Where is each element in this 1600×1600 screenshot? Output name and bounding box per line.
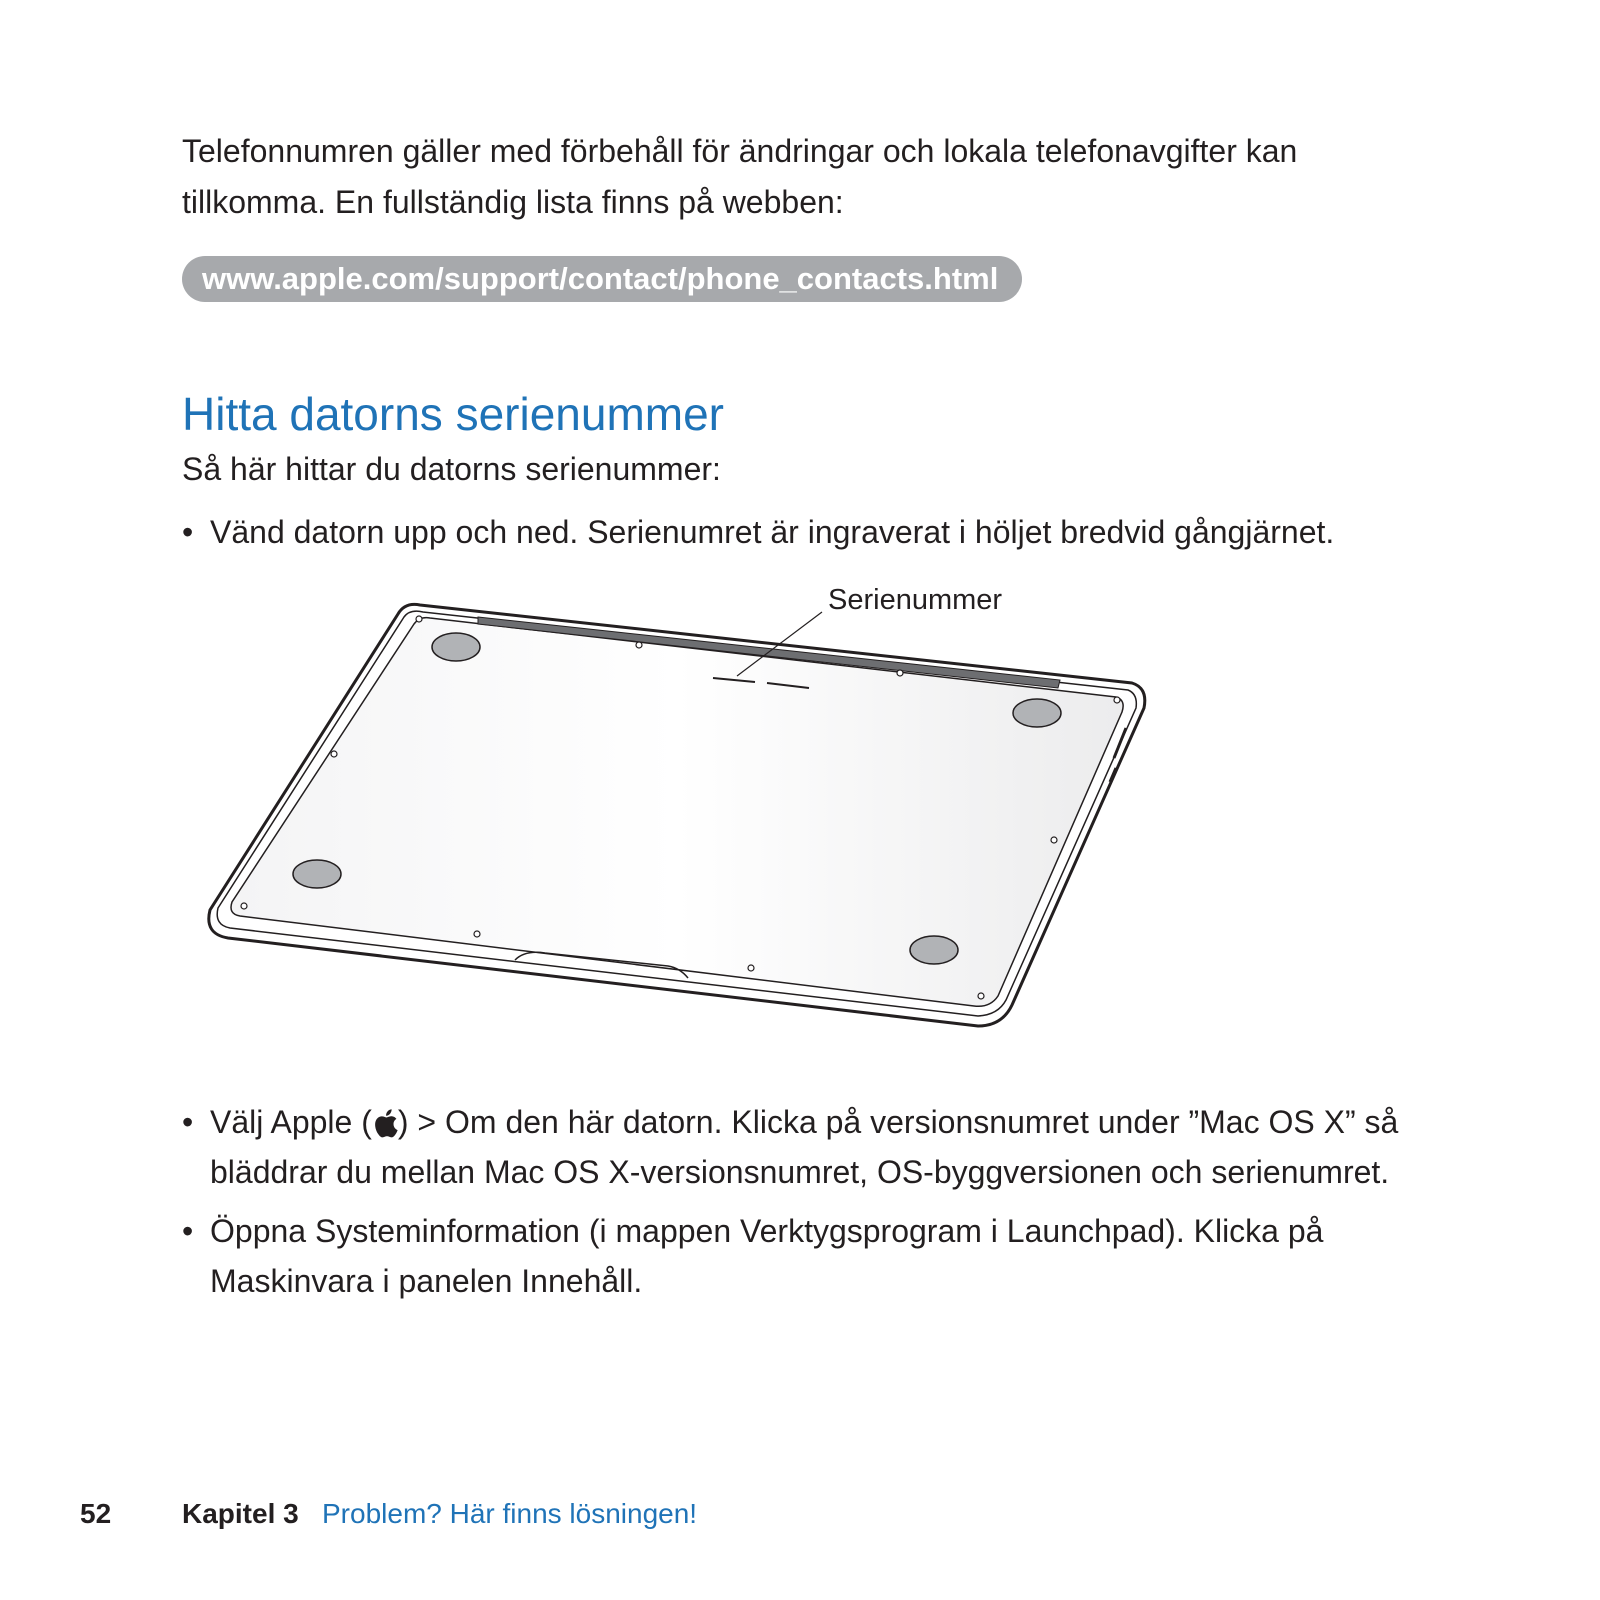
serial-number-callout: Serienummer <box>828 584 1003 616</box>
foot-bottom-right <box>910 936 958 964</box>
chapter-title-link[interactable]: Problem? Här finns lösningen! <box>322 1498 698 1529</box>
foot-top-left <box>432 633 480 661</box>
apple-logo-icon <box>372 1108 398 1138</box>
laptop-bottom-illustration <box>200 580 1160 1040</box>
foot-bottom-left <box>293 860 341 888</box>
bullet-text: Vänd datorn upp och ned. Serienumret är ingraverat i höljet bredvid gångjärnet. <box>210 514 1335 550</box>
foot-top-right <box>1013 699 1061 727</box>
page-number: 52 <box>80 1498 112 1529</box>
chapter-label: Kapitel 3 <box>182 1498 299 1529</box>
bullet-marker: • <box>182 1213 194 1249</box>
bullet-text-start: Välj Apple ( <box>210 1104 372 1140</box>
intro-paragraph: Telefonnumren gäller med förbehåll för ändringar och lokala telefonavgifter kan tillkomma. En fullständig lista finns på webben: <box>182 133 1298 220</box>
bullet-item-system-information <box>182 1206 1442 1306</box>
bullet-text: Öppna Systeminformation (i mappen Verktygsprogram i Launchpad). Klicka på Maskinvara i panelen Innehåll. <box>210 1213 1324 1299</box>
bullet-marker: • <box>182 514 194 550</box>
bullet-item-about-this-mac <box>182 1097 1442 1197</box>
support-url-link[interactable]: www.apple.com/support/contact/phone_contacts.html <box>182 256 1022 302</box>
section-heading: Hitta datorns serienummer <box>182 388 724 440</box>
bullet-marker: • <box>182 1104 194 1140</box>
bullet-text-end: ) > Om den här datorn. Klicka på versionsnumret under ”Mac OS X” så bläddrar du mellan Mac OS X-versionsnumret, OS-byggversionen och serienumret. <box>210 1104 1399 1190</box>
lead-sentence: Så här hittar du datorns serienummer: <box>182 451 721 487</box>
bullet-item-turn-over <box>182 507 1442 557</box>
